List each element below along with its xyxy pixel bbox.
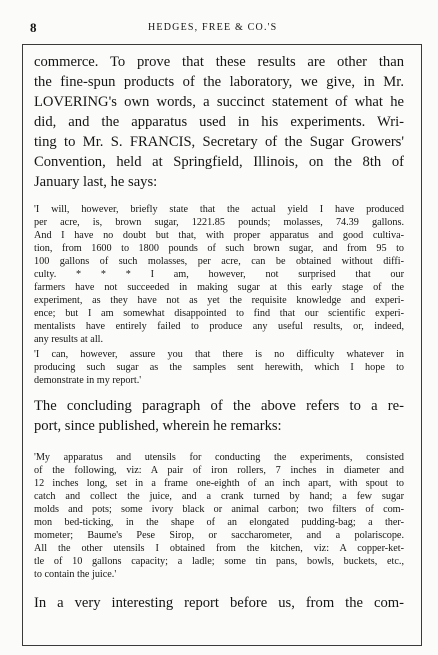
quote-line: producing such sugar as the samples sent herewith, which I hope to xyxy=(34,362,404,373)
quote-line: ence; but I am somewhat disappointed to find that our scientific experi- xyxy=(34,308,404,319)
text-line: the fine-spun products of the laboratory, we give, in Mr. xyxy=(34,74,404,90)
quote-line: any results at all. xyxy=(34,334,104,345)
quote-line: catch and collect the juice, and a crank turned by hand; a few sugar xyxy=(34,491,404,502)
running-head xyxy=(30,20,410,36)
quote-line: molds and pots; some ivory black or animal carbon; two filters of com- xyxy=(34,504,404,515)
page-number: 8 xyxy=(30,20,38,35)
quote-line: 100 gallons of such molasses, per acre, can be obtained without diffi- xyxy=(34,256,404,267)
text-line: port, since published, wherein he remarks: xyxy=(34,418,282,434)
quote-line: experiment, as they have not as yet the requisite knowledge and experi- xyxy=(34,295,404,306)
quote-line: farmers have not succeeded in making sugar at this early stage of the xyxy=(34,282,404,293)
quote-line: mentalists have entirely failed to produce any useful results, or, indeed, xyxy=(34,321,404,332)
text-line: In a very interesting report before us, from the com- xyxy=(34,595,404,611)
quote-line: to contain the juice.' xyxy=(34,569,117,580)
quote-line: All the other utensils I obtained from the kitchen, viz: A copper-ket- xyxy=(34,543,404,554)
quote-line: demonstrate in my report.' xyxy=(34,375,142,386)
quote-line: mometer; Baume's Pese Sirop, or saccharometer, and a polariscope. xyxy=(34,530,404,541)
text-line: The concluding paragraph of the above refers to a re- xyxy=(34,398,404,414)
text-line: did, and the apparatus used in his experiments. Wri- xyxy=(34,114,404,130)
quote-line: per acre, is, brown sugar, 1221.85 pounds; molasses, 74.39 gallons. xyxy=(34,217,404,228)
quote-line: tle of 10 gallons capacity; a ladle; some tin pans, bowls, buckets, etc., xyxy=(34,556,404,567)
text-line: commerce. To prove that these results are other than xyxy=(34,54,404,70)
text-line: LOVERING's own words, a succinct statement of what he xyxy=(34,94,404,110)
quote-line: mon bed-ticking, in the shape of an elongated pudding-bag; a ther- xyxy=(34,517,404,528)
quote-line: And I have no doubt but that, with proper apparatus and good cultiva- xyxy=(34,230,404,241)
quote-line: tion, from 1600 to 1800 pounds of such brown sugar, and from 95 to xyxy=(34,243,404,254)
quote-line: 'My apparatus and utensils for conducting the experiments, consisted xyxy=(34,452,404,463)
text-line: ting to Mr. S. FRANCIS, Secretary of the Sugar Growers' xyxy=(34,134,404,150)
quote-line: 'I will, however, briefly state that the actual yield I have produced xyxy=(34,204,404,215)
text-line: Convention, held at Springfield, Illinois, on the 8th of xyxy=(34,154,404,170)
running-title: HEDGES, FREE & CO.'S xyxy=(148,22,278,33)
quote-line: 'I can, however, assure you that there is no difficulty whatever in xyxy=(34,349,404,360)
quote-line: 12 inches long, set in a frame one-eighth of an inch apart, with spout to xyxy=(34,478,404,489)
quote-line: of the following, viz: A pair of iron rollers, 7 inches in diameter and xyxy=(34,465,404,476)
quote-line: culty. * * * I am, however, not surprised that our xyxy=(34,269,404,280)
text-line: January last, he says: xyxy=(34,174,158,190)
